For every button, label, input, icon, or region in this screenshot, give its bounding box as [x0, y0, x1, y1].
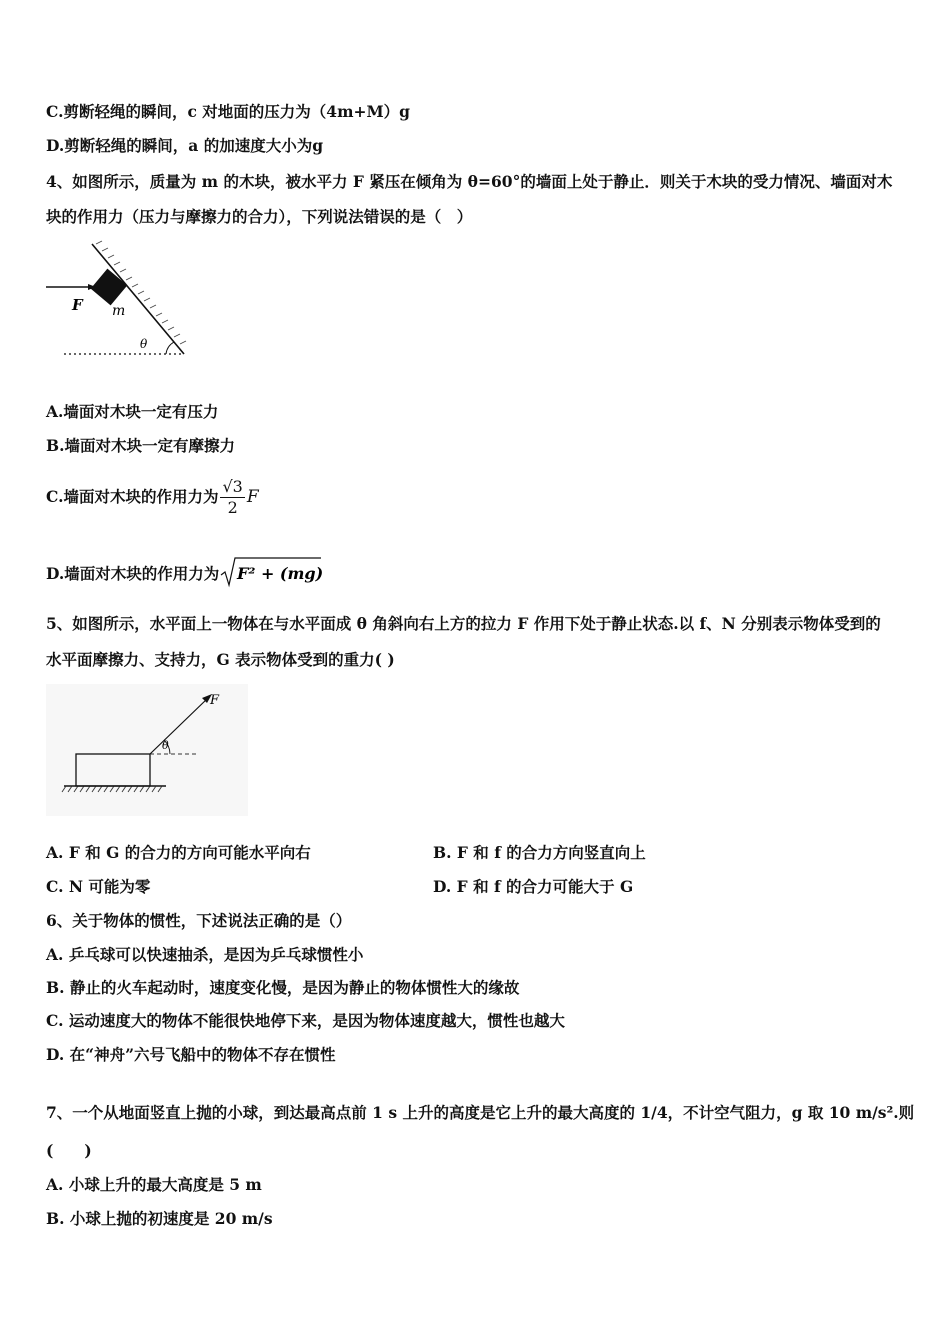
q5-option-a: A. F 和 G 的合力的方向可能水平向右 [46, 843, 311, 862]
q4-fig-label-m: m [112, 303, 126, 319]
q5-fig-label-F: F [210, 693, 220, 708]
q5-figure [46, 684, 248, 816]
q6-option-c: C. 运动速度大的物体不能很快地停下来，是因为物体速度越大，惯性也越大 [46, 1011, 565, 1030]
q4-option-d-label: D.墙面对木块的作用力为 [46, 564, 220, 583]
q5-fig-label-theta: θ [162, 739, 169, 752]
q5-stem-line2: 水平面摩擦力、支持力，G 表示物体受到的重力( ) [46, 650, 395, 669]
q4-fig-label-theta: θ [140, 337, 148, 351]
q4-stem-line2: 块的作用力（压力与摩擦力的合力），下列说法错误的是（ ） [46, 207, 473, 226]
q4-option-c-numerator: √3 [222, 476, 243, 496]
q4-option-d-expr: F² + (mg)² [237, 563, 324, 583]
q4-option-a: A.墙面对木块一定有压力 [46, 402, 219, 421]
q6-option-b: B. 静止的火车起动时，速度变化慢，是因为静止的物体惯性大的缘故 [46, 978, 520, 997]
q4-option-c-denominator: 2 [227, 497, 238, 517]
q5-option-d: D. F 和 f 的合力可能大于 G [433, 877, 634, 896]
q4-option-c-label: C.墙面对木块的作用力为 [46, 487, 219, 506]
q7-stem-line2: ( ) [46, 1141, 92, 1160]
q5-option-b: B. F 和 f 的合力方向竖直向上 [433, 843, 646, 862]
q4-option-b: B.墙面对木块一定有摩擦力 [46, 436, 235, 455]
q4-stem-line1: 4、如图所示，质量为 m 的木块，被水平力 F 紧压在倾角为 θ=60°的墙面上处于静止．则关于木块的受力情况、墙面对木 [46, 172, 893, 191]
q4-option-d [46, 556, 323, 592]
q5-stem-line1: 5、如图所示，水平面上一物体在与水平面成 θ 角斜向右上方的拉力 F 作用下处于静止状态.以 f、N 分别表示物体受到的 [46, 614, 881, 633]
q6-option-a: A. 乒乓球可以快速抽杀，是因为乒乓球惯性小 [46, 945, 364, 964]
q7-option-b: B. 小球上抛的初速度是 20 m/s [46, 1209, 273, 1228]
q4-option-c-fraction [220, 477, 244, 518]
q6-option-d: D. 在“神舟”六号飞船中的物体不存在惯性 [46, 1045, 336, 1064]
q3-option-c: C.剪断轻绳的瞬间，c 对地面的压力为（4m+M）g [46, 102, 410, 121]
q4-option-c-F: F [246, 487, 259, 507]
q4-figure [44, 238, 194, 360]
q6-stem: 6、关于物体的惯性，下述说法正确的是（） [46, 911, 352, 930]
q3-option-d: D.剪断轻绳的瞬间，a 的加速度大小为g [46, 136, 324, 155]
q7-stem-line1: 7、一个从地面竖直上抛的小球，到达最高点前 1 s 上升的高度是它上升的最大高度的 1/4，不计空气阻力，g 取 10 m/s².则 [46, 1103, 915, 1122]
q5-option-c: C. N 可能为零 [46, 877, 151, 896]
q4-fig-label-F: F [72, 296, 83, 314]
q4-option-c [46, 472, 259, 522]
q7-option-a: A. 小球上升的最大高度是 5 m [46, 1175, 262, 1194]
q4-option-d-sqrt [219, 555, 323, 594]
